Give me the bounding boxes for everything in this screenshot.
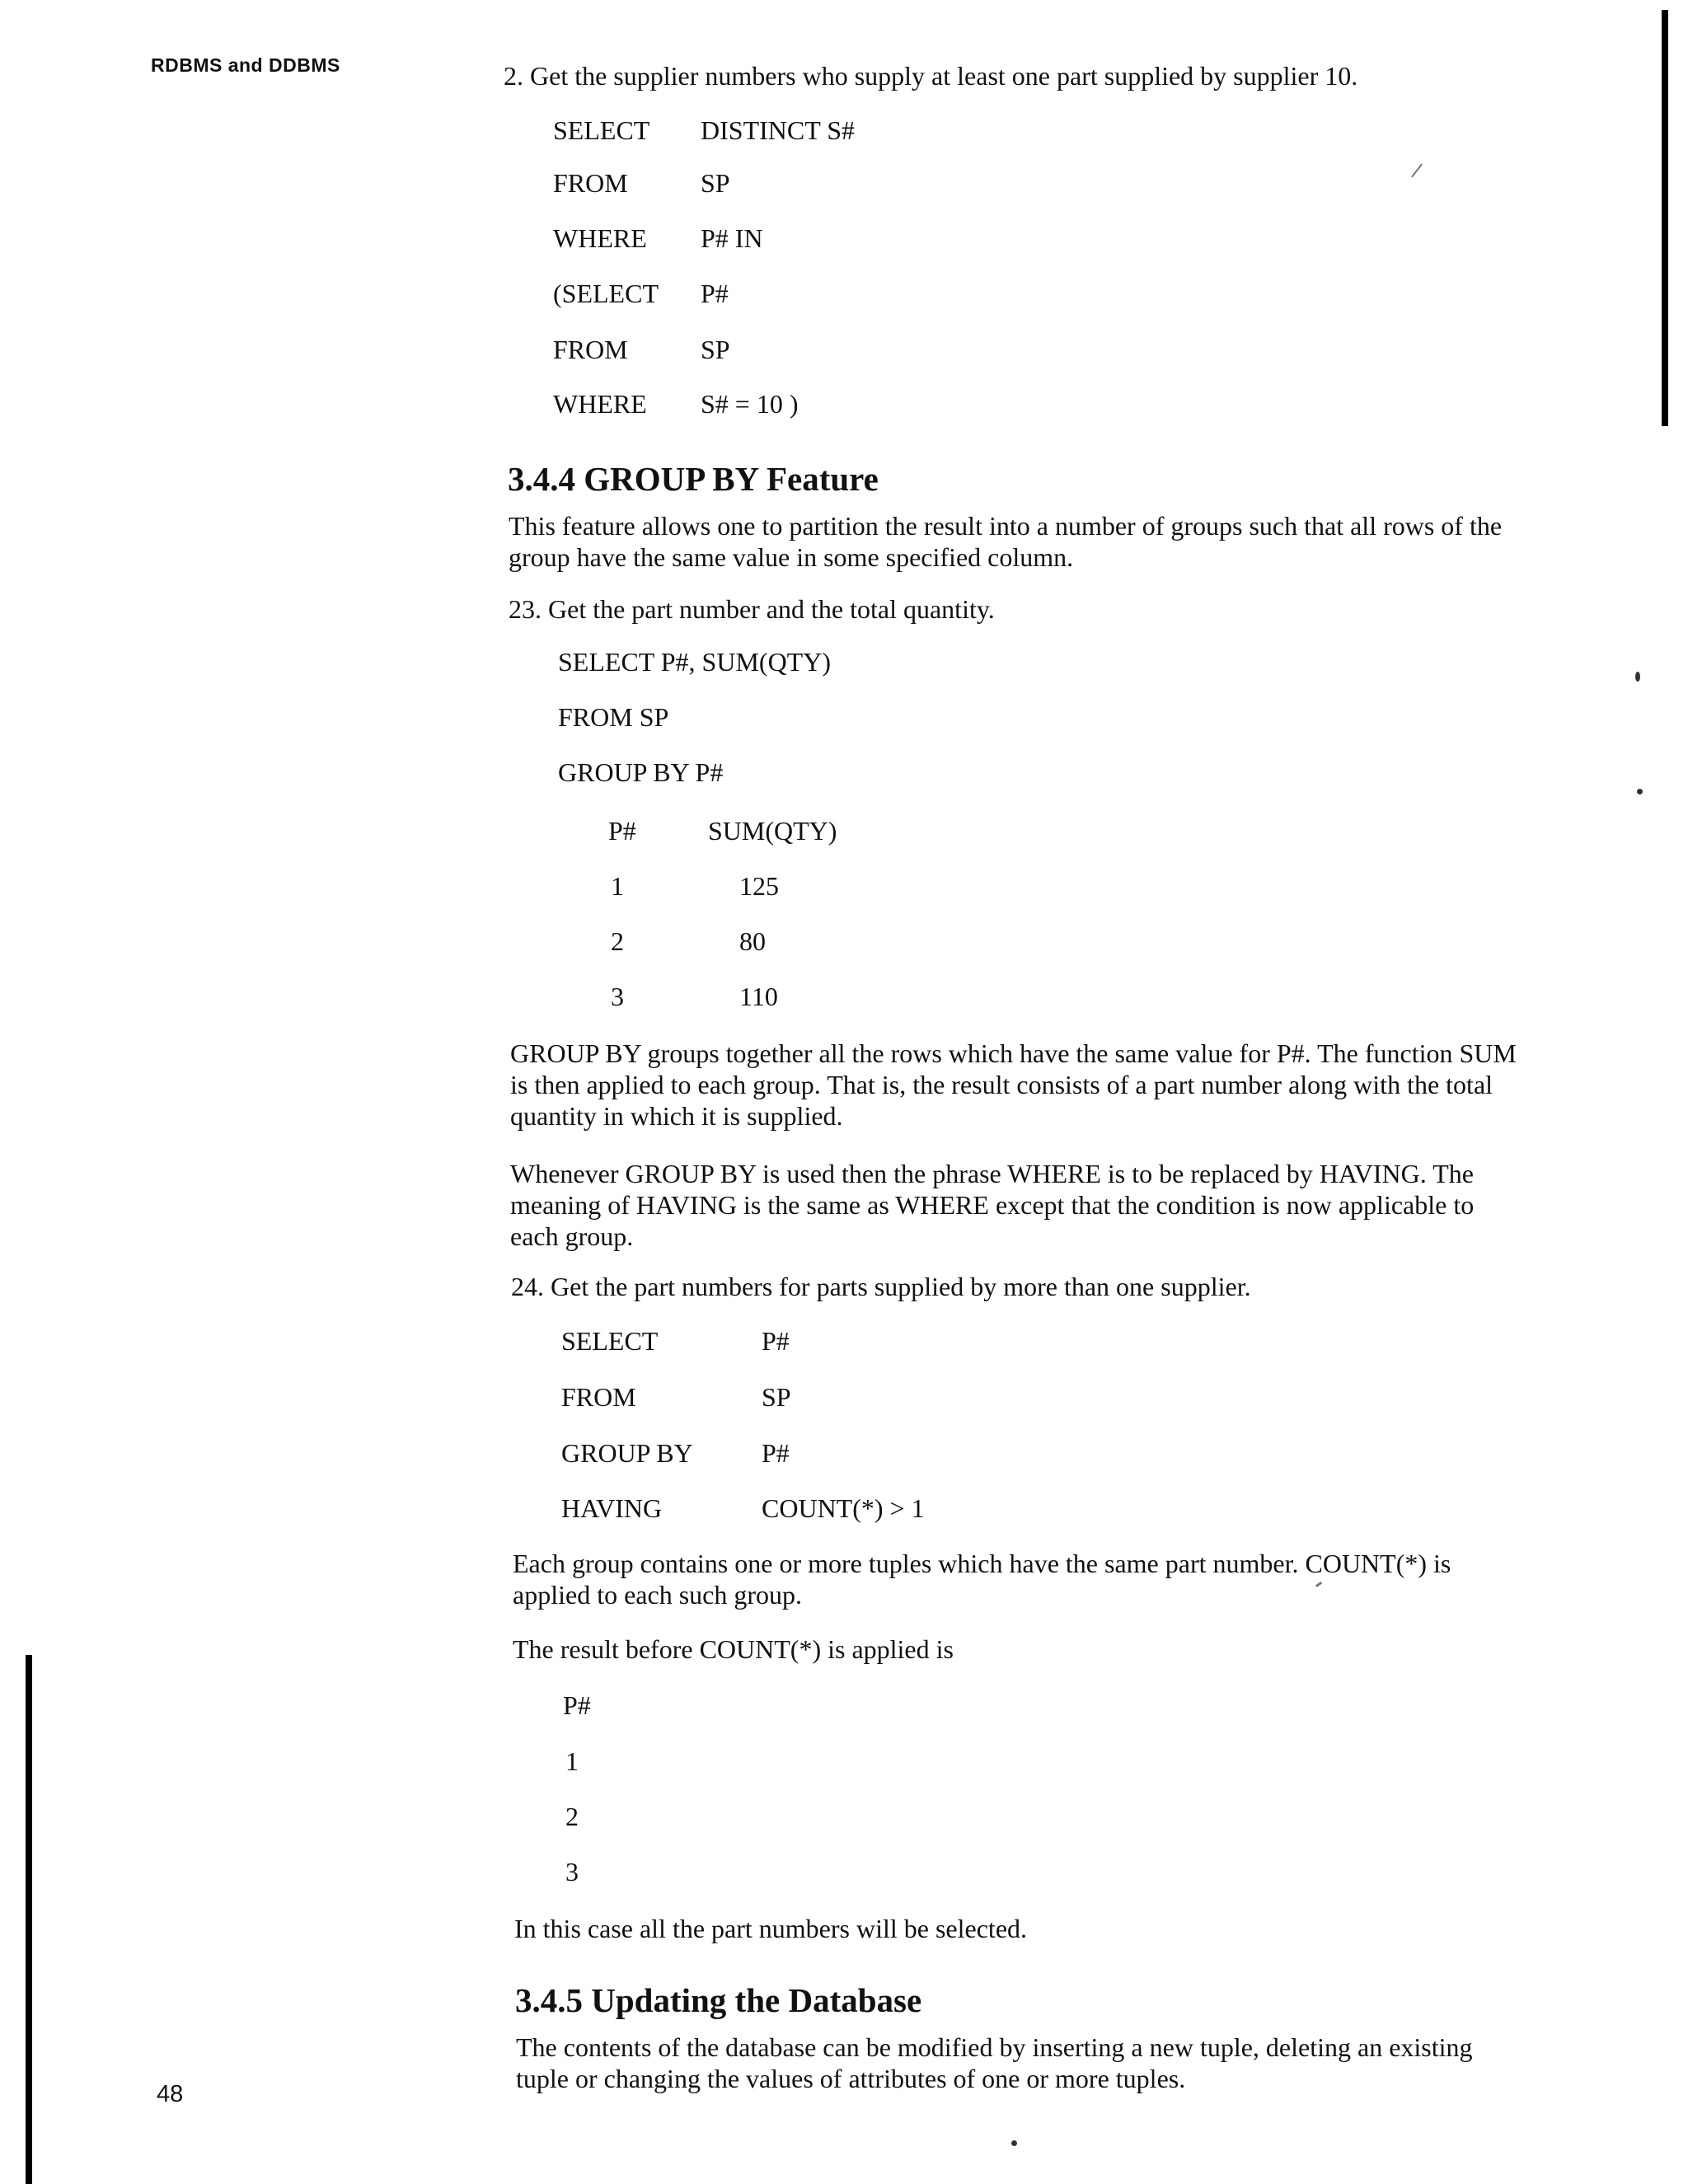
sql-argument: DISTINCT S# (701, 115, 855, 145)
scan-edge-left (26, 1655, 32, 2184)
table-cell: 110 (739, 982, 778, 1011)
section-heading-3-4-5: 3.4.5 Updating the Database (515, 1981, 922, 2019)
sql-argument: COUNT(*) > 1 (762, 1493, 925, 1523)
column-header: P# (563, 1690, 591, 1720)
paragraph: The result before COUNT(*) is applied is (513, 1634, 954, 1664)
sql-keyword: GROUP BY (561, 1438, 693, 1468)
sql-argument: P# (762, 1438, 790, 1468)
sql-argument: SP (762, 1382, 791, 1412)
section-heading-3-4-4: 3.4.4 GROUP BY Feature (508, 460, 879, 498)
sql-argument: SP (701, 335, 730, 364)
sql-argument: SP (701, 168, 730, 198)
paragraph: In this case all the part numbers will be selected. (514, 1914, 1028, 1943)
sql-keyword: HAVING (561, 1493, 663, 1523)
paragraph: GROUP BY groups together all the rows which have the same value for P#. The function SUM is then applied to each group. That is, the result consists of a part number along with the total quantity in which it is supplied. (510, 1038, 1517, 1131)
question-2: 2. Get the supplier numbers who supply at least one part supplied by supplier 10. (504, 61, 1358, 91)
sql-line: GROUP BY P# (558, 757, 724, 787)
sql-argument: P# (762, 1326, 790, 1356)
table-cell: 1 (565, 1746, 579, 1776)
sql-line: FROM SP (558, 702, 669, 732)
sql-argument: P# (701, 279, 729, 308)
paragraph: Whenever GROUP BY is used then the phrase WHERE is to be replaced by HAVING. The meaning of HAVING is the same as WHERE except that the condition is now applicable to each group. (510, 1159, 1475, 1251)
paragraph: Each group contains one or more tuples which have the same part number. COUNT(*) is applied to each such group. (513, 1549, 1451, 1610)
table-cell: 3 (611, 982, 624, 1011)
scan-speck (1011, 2140, 1017, 2146)
scan-speck (1635, 672, 1640, 682)
sql-keyword: FROM (553, 335, 628, 364)
table-cell: 125 (739, 871, 779, 901)
table-cell: 1 (611, 871, 624, 901)
sql-line: SELECT P#, SUM(QTY) (558, 647, 831, 677)
scan-speck (1637, 789, 1643, 794)
table-cell: 80 (739, 926, 766, 956)
question-23: 23. Get the part number and the total quantity. (509, 594, 995, 624)
table-cell: 2 (565, 1802, 579, 1831)
paragraph: The contents of the database can be modified by inserting a new tuple, deleting an existing tuple or changing the values of attributes of one or more tuples. (516, 2032, 1473, 2093)
sql-keyword: WHERE (553, 223, 647, 253)
column-header: SUM(QTY) (708, 816, 837, 846)
page-number: 48 (157, 2081, 184, 2107)
sql-argument: P# IN (701, 223, 763, 253)
sql-keyword: SELECT (553, 115, 650, 145)
question-24: 24. Get the part numbers for parts supplied by more than one supplier. (511, 1272, 1251, 1301)
table-cell: 2 (611, 926, 624, 956)
sql-keyword: SELECT (561, 1326, 659, 1356)
sql-keyword: WHERE (553, 389, 647, 419)
running-header: RDBMS and DDBMS (151, 54, 340, 76)
table-cell: 3 (565, 1857, 579, 1886)
sql-argument: S# = 10 ) (701, 389, 799, 419)
pencil-mark (1411, 164, 1423, 178)
sql-keyword: FROM (553, 168, 628, 198)
sql-keyword: FROM (561, 1382, 636, 1412)
paragraph: This feature allows one to partition the result into a number of groups such that all rows of the group have the same value in some specified column. (509, 511, 1503, 572)
scan-edge-right (1662, 10, 1668, 426)
column-header: P# (608, 816, 636, 846)
sql-keyword: (SELECT (553, 279, 659, 308)
